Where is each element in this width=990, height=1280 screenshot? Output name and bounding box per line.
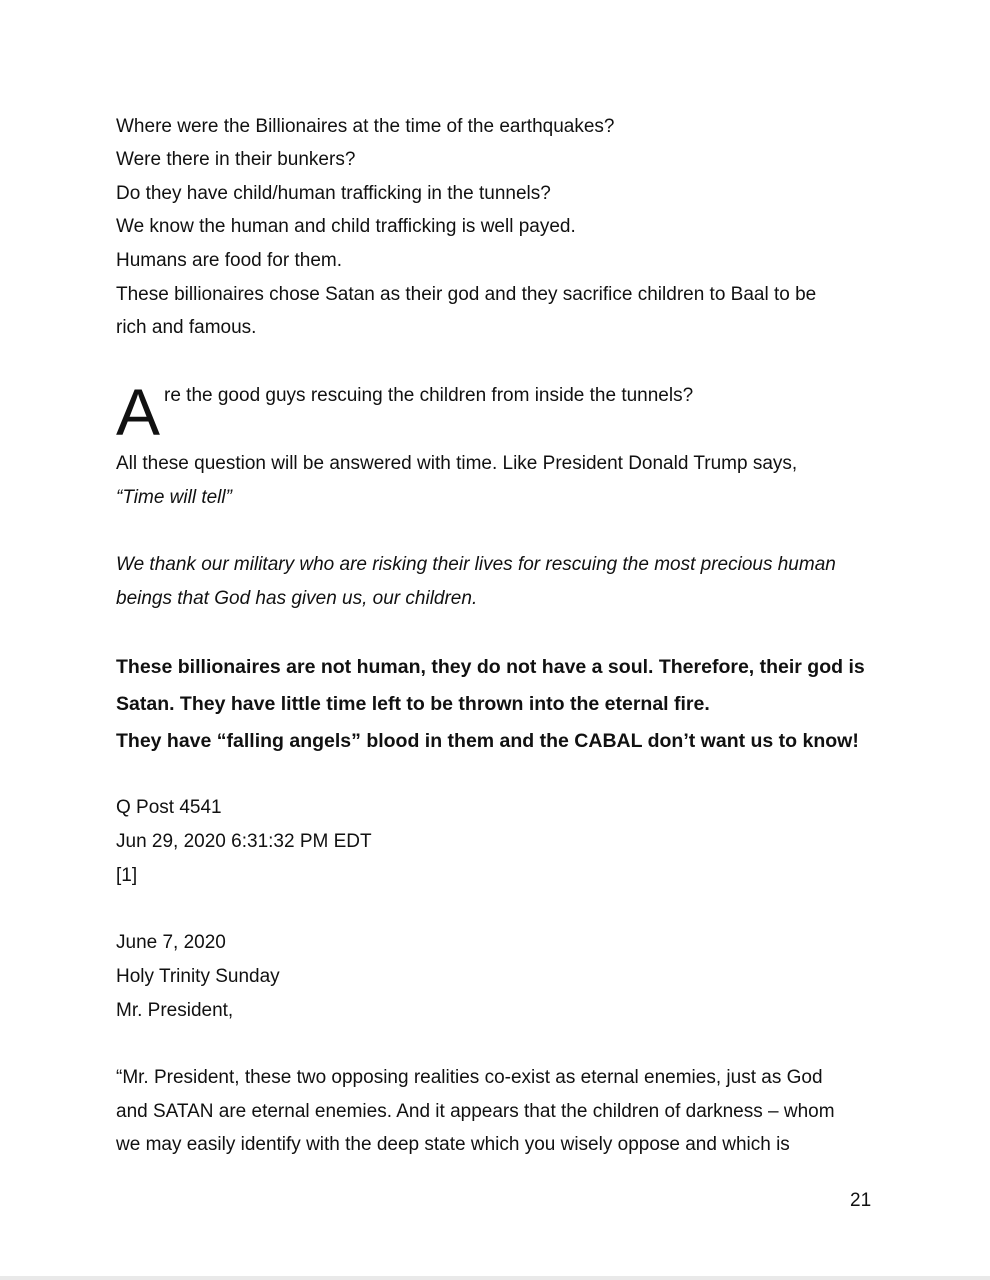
letter-day: Holy Trinity Sunday xyxy=(116,966,280,987)
letter-date: June 7, 2020 xyxy=(116,932,226,953)
post-title: Q Post 4541 xyxy=(116,797,222,818)
bold-line: These billionaires are not human, they do not have a soul. Therefore, their god is xyxy=(116,656,865,678)
text-line: Humans are food for them. xyxy=(116,250,342,271)
letter-salutation: Mr. President, xyxy=(116,1000,234,1021)
page-edge xyxy=(0,1276,990,1280)
post-date: Jun 29, 2020 6:31:32 PM EDT xyxy=(116,831,372,852)
text-line: we may easily identify with the deep state which you wisely oppose and which is xyxy=(116,1134,790,1155)
drop-cap: A xyxy=(116,375,161,449)
post-reference: [1] xyxy=(116,865,138,886)
page-number: 21 xyxy=(850,1190,872,1211)
bold-line: Satan. They have little time left to be thrown into the eternal fire. xyxy=(116,693,710,715)
text-line: Do they have child/human trafficking in the tunnels? xyxy=(116,183,551,204)
text-line: “Mr. President, these two opposing realities co-exist as eternal enemies, just as God xyxy=(116,1067,823,1088)
quote-line: “Time will tell” xyxy=(116,487,232,508)
bold-line: They have “falling angels” blood in them and the CABAL don’t want us to know! xyxy=(116,730,859,752)
text-line: We thank our military who are risking their lives for rescuing the most precious human xyxy=(116,554,836,575)
text-line: rich and famous. xyxy=(116,317,257,338)
text-line: All these question will be answered with time. Like President Donald Trump says, xyxy=(116,453,798,474)
text-line: These billionaires chose Satan as their god and they sacrifice children to Baal to be xyxy=(116,284,817,305)
text-line: and SATAN are eternal enemies. And it appears that the children of darkness – whom xyxy=(116,1101,835,1122)
text-line: Where were the Billionaires at the time of the earthquakes? xyxy=(116,116,615,137)
text-line: Were there in their bunkers? xyxy=(116,149,356,170)
text-line: beings that God has given us, our children. xyxy=(116,588,478,609)
text-line: We know the human and child trafficking is well payed. xyxy=(116,216,576,237)
text-line: re the good guys rescuing the children from inside the tunnels? xyxy=(164,385,694,406)
